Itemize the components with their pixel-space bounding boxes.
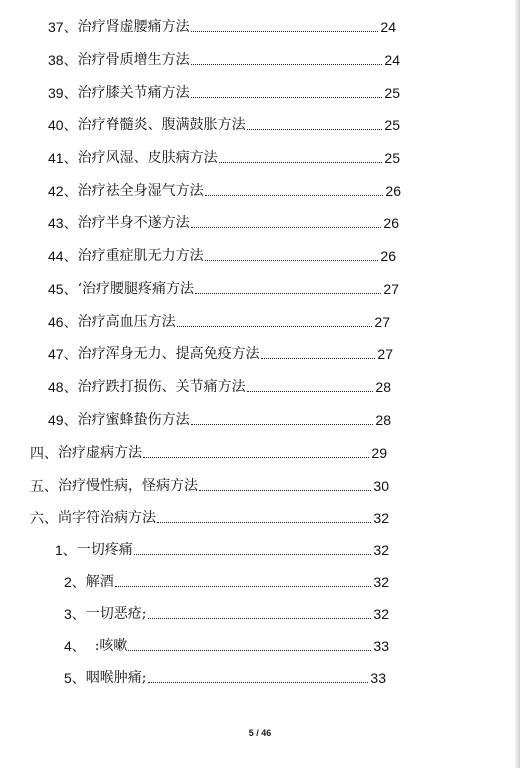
toc-entry-number: 3、 [64, 606, 86, 622]
toc-entry[interactable] [48, 148, 400, 168]
toc-entry[interactable] [48, 213, 399, 233]
toc-entry-page: 25 [384, 150, 400, 166]
toc-entry-number: 四、 [30, 445, 58, 461]
toc-entry-number: 46、 [48, 314, 78, 330]
toc-entry[interactable] [48, 83, 400, 103]
toc-entry-title: 治疗慢性病，怪病方法 [58, 478, 198, 494]
dot-leader [134, 554, 372, 555]
toc-entry-number: 5、 [64, 670, 86, 686]
toc-entry-title: 治疗重症肌无力方法 [77, 248, 204, 264]
toc-entry-title: ‘治疗腰腿疼痛方法 [77, 281, 195, 297]
toc-entry-page: 25 [384, 117, 400, 133]
dot-leader [247, 129, 383, 130]
toc-entry-title: 一切恶疮; [85, 606, 147, 622]
toc-entry-page: 27 [383, 281, 399, 297]
toc-entry-number: 1、 [55, 542, 77, 558]
toc-entry-number: 41、 [48, 150, 78, 166]
dot-leader [261, 358, 376, 359]
toc-entry-title: 治疗膝关节痛方法 [77, 85, 190, 101]
dot-leader [148, 618, 372, 619]
toc-entry[interactable] [48, 50, 400, 70]
dot-leader [191, 424, 374, 425]
toc-entry[interactable] [48, 312, 390, 332]
toc-entry-title: :咳嗽 [85, 638, 128, 654]
toc-entry-page: 29 [371, 445, 387, 461]
toc-section-entry[interactable] [30, 443, 387, 463]
toc-entry-number: 38、 [48, 52, 78, 68]
dot-leader [157, 522, 371, 523]
toc-entry-page: 24 [380, 19, 396, 35]
toc-entry-number: 48、 [48, 379, 78, 395]
toc-subentry[interactable] [55, 540, 389, 560]
toc-entry[interactable] [48, 17, 396, 37]
toc-subentry[interactable] [64, 572, 389, 592]
dot-leader [205, 260, 379, 261]
toc-entry-number: 37、 [48, 19, 78, 35]
toc-entry-page: 24 [384, 52, 400, 68]
toc-entry-page: 32 [373, 542, 389, 558]
toc-section-entry[interactable] [30, 476, 389, 496]
dot-leader [205, 195, 384, 196]
toc-entry-page: 27 [374, 314, 390, 330]
toc-entry-title: 一切疼痛 [76, 542, 133, 558]
toc-entry-page: 28 [375, 412, 391, 428]
toc-entry-title: 治疗半身不遂方法 [77, 215, 190, 231]
toc-entry-page: 26 [383, 215, 399, 231]
dot-leader [191, 31, 379, 32]
toc-entry-title: 咽喉肿痛; [85, 670, 147, 686]
dot-leader [128, 650, 371, 651]
toc-entry-page: 33 [370, 670, 386, 686]
toc-entry-number: 2、 [64, 574, 86, 590]
toc-entry-number: 六、 [30, 510, 58, 526]
page-indicator: 5 / 46 [248, 728, 272, 738]
toc-entry[interactable] [48, 115, 400, 135]
toc-entry-number: 五、 [30, 478, 58, 494]
toc-entry-title: 治疗高血压方法 [77, 314, 176, 330]
dot-leader [191, 64, 383, 65]
toc-entry-title: 治疗浑身无力、提高免疫方法 [77, 346, 260, 362]
toc-entry[interactable] [48, 377, 391, 397]
toc-entry-page: 28 [375, 379, 391, 395]
toc-subentry[interactable] [64, 668, 386, 688]
toc-entry-title: 治疗肾虚腰痛方法 [77, 19, 190, 35]
toc-entry-page: 33 [373, 638, 389, 654]
dot-leader [191, 227, 382, 228]
dot-leader [247, 391, 374, 392]
toc-entry-page: 32 [373, 574, 389, 590]
toc-entry[interactable] [48, 344, 393, 364]
toc-entry-number: 43、 [48, 215, 78, 231]
dot-leader [143, 457, 369, 458]
toc-entry[interactable] [48, 410, 391, 430]
toc-entry-number: 45、 [48, 281, 78, 297]
toc-subentry[interactable] [64, 636, 389, 656]
toc-entry-page: 32 [373, 606, 389, 622]
toc-entry-page: 26 [380, 248, 396, 264]
toc-entry-title: 治疗跌打损伤、关节痛方法 [77, 379, 246, 395]
toc-entry-number: 47、 [48, 346, 78, 362]
page-edge-shadow [514, 0, 520, 768]
toc-section-entry[interactable] [30, 508, 389, 528]
toc-entry-title: 解酒 [85, 574, 114, 590]
toc-entry-number: 4、 [64, 638, 86, 654]
toc-subentry[interactable] [64, 604, 389, 624]
toc-entry-page: 30 [373, 478, 389, 494]
toc-entry-number: 49、 [48, 412, 78, 428]
toc-entry-title: 治疗骨质增生方法 [77, 52, 190, 68]
toc-entry-page: 27 [377, 346, 393, 362]
toc-entry[interactable] [48, 181, 401, 201]
toc-entry-page: 26 [385, 183, 401, 199]
toc-entry[interactable] [48, 279, 399, 299]
toc-entry-title: 尚字符治病方法 [58, 510, 156, 526]
toc-entry-title: 治疗祛全身湿气方法 [77, 183, 204, 199]
dot-leader [115, 586, 372, 587]
dot-leader [191, 97, 383, 98]
dot-leader [219, 162, 383, 163]
toc-entry-page: 25 [384, 85, 400, 101]
toc-entry-number: 42、 [48, 183, 78, 199]
toc-entry-number: 40、 [48, 117, 78, 133]
toc-entry-title: 治疗脊髓炎、腹满鼓胀方法 [77, 117, 246, 133]
toc-entry-title: 治疗风湿、皮肤病方法 [77, 150, 218, 166]
toc-entry-title: 治疗虚病方法 [58, 445, 142, 461]
dot-leader [199, 490, 371, 491]
dot-leader [195, 293, 381, 294]
toc-entry-number: 39、 [48, 85, 78, 101]
dot-leader [148, 682, 369, 683]
toc-entry-title: 治疗蜜蜂蛰伤方法 [77, 412, 190, 428]
toc-entry[interactable] [48, 246, 396, 266]
toc-entry-page: 32 [373, 510, 389, 526]
dot-leader [177, 326, 373, 327]
toc-entry-number: 44、 [48, 248, 78, 264]
